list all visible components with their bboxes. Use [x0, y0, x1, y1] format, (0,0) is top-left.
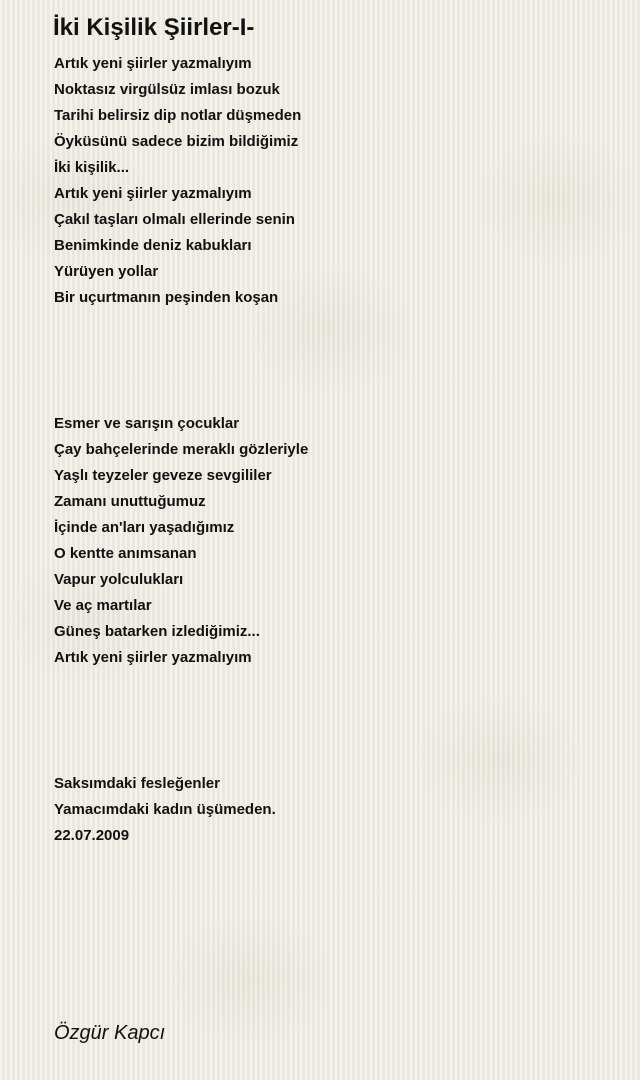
poem-line: Tarihi belirsiz dip notlar düşmeden — [54, 107, 302, 124]
poem-line: Bir uçurtmanın peşinden koşan — [54, 289, 279, 306]
poem-line: Vapur yolculukları — [54, 571, 184, 588]
poem-line: Çakıl taşları olmalı ellerinde senin — [54, 211, 295, 228]
poem-line: Çay bahçelerinde meraklı gözleriyle — [54, 441, 309, 458]
stanza — [54, 51, 301, 311]
poem-line: Saksımdaki fesleğenler — [54, 775, 220, 792]
poem-date: 22.07.2009 — [54, 827, 130, 844]
stanza — [54, 771, 276, 849]
poem-line: Güneş batarken izlediğimiz... — [54, 623, 260, 640]
poem-line: Yaşlı teyzeler geveze sevgililer — [54, 467, 272, 484]
poem-author: Özgür Kapcı — [54, 1022, 166, 1044]
poem-line: Noktasız virgülsüz imlası bozuk — [54, 81, 280, 98]
poem-line: Öyküsünü sadece bizim bildiğimiz — [54, 133, 299, 150]
poem-line: Artık yeni şiirler yazmalıyım — [54, 649, 252, 666]
poem-line: Yürüyen yollar — [54, 263, 159, 280]
poem-line: O kentte anımsanan — [54, 545, 197, 562]
poem-line: Artık yeni şiirler yazmalıyım — [54, 55, 252, 72]
poem-line: Benimkinde deniz kabukları — [54, 237, 252, 254]
poem-line: İki kişilik... — [54, 159, 130, 176]
poem-line: Esmer ve sarışın çocuklar — [54, 415, 240, 432]
poem-line: İçinde an'ları yaşadığımız — [54, 519, 235, 536]
poem-line: Artık yeni şiirler yazmalıyım — [54, 185, 252, 202]
poem-line: Ve aç martılar — [54, 597, 152, 614]
poem-line: Yamacımdaki kadın üşümeden. — [54, 801, 276, 818]
poem-line: Zamanı unuttuğumuz — [54, 493, 206, 510]
poem-title: İki Kişilik Şiirler-I- — [53, 14, 255, 41]
stanza — [54, 411, 308, 671]
